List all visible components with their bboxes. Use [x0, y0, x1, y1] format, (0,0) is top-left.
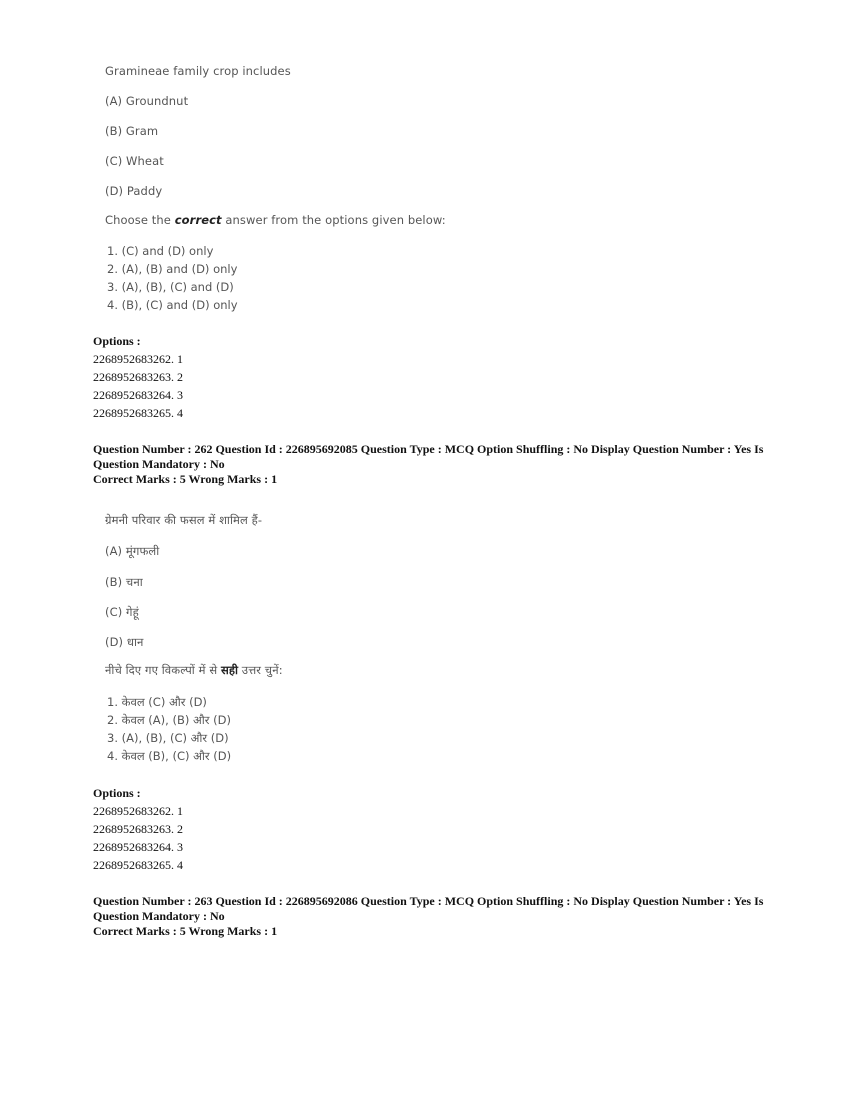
choice-b-hindi: (B) चना: [105, 575, 143, 589]
choice-a-hindi: (A) मूंगफली: [105, 544, 160, 558]
choice-a: (A) Groundnut: [105, 94, 189, 108]
answer-item: 3. (A), (B), (C) और (D): [107, 731, 229, 745]
choice-d: (D) Paddy: [105, 184, 163, 198]
choose-post: answer from the options given below:: [221, 213, 446, 227]
answer-item: 2. केवल (A), (B) और (D): [107, 713, 231, 727]
option-row: 2268952683264. 3: [93, 840, 183, 854]
question-stem: Gramineae family crop includes: [105, 64, 291, 78]
option-row: 2268952683265. 4: [93, 858, 183, 872]
choose-bold: correct: [174, 213, 222, 227]
option-row: 2268952683263. 2: [93, 370, 183, 384]
question-meta: [93, 442, 773, 487]
question-meta-line: Question Number : 263 Question Id : 226895692086 Question Type : MCQ Option Shuffling : No Display Question Number : Yes Is Question Mandatory : No: [93, 894, 764, 923]
options-label: Options :: [93, 786, 141, 800]
question-stem-hindi: ग्रेमनी परिवार की फसल में शामिल हैं-: [105, 513, 263, 527]
answer-item: 2. (A), (B) and (D) only: [107, 262, 238, 276]
answer-item: 4. (B), (C) and (D) only: [107, 298, 238, 312]
choose-post: उत्तर चुनें:: [238, 663, 283, 677]
choose-pre: Choose the: [105, 213, 175, 227]
choose-instruction-hindi: [105, 663, 283, 678]
choice-d-hindi: (D) धान: [105, 635, 144, 649]
options-block: [93, 784, 183, 874]
option-row: 2268952683264. 3: [93, 388, 183, 402]
choose-bold: सही: [220, 663, 239, 677]
question-meta: [93, 894, 773, 939]
choice-c: (C) Wheat: [105, 154, 164, 168]
choose-instruction: [105, 213, 446, 227]
marks-line: Correct Marks : 5 Wrong Marks : 1: [93, 472, 278, 486]
choice-c-hindi: (C) गेहूं: [105, 605, 139, 619]
option-row: 2268952683265. 4: [93, 406, 183, 420]
answer-item: 4. केवल (B), (C) और (D): [107, 749, 232, 763]
option-row: 2268952683262. 1: [93, 804, 183, 818]
options-block: [93, 332, 183, 422]
question-meta-line: Question Number : 262 Question Id : 226895692085 Question Type : MCQ Option Shuffling : No Display Question Number : Yes Is Question Mandatory : No: [93, 442, 764, 471]
choice-b: (B) Gram: [105, 124, 159, 138]
option-row: 2268952683262. 1: [93, 352, 183, 366]
answer-list-hindi: [107, 693, 231, 765]
answer-item: 3. (A), (B), (C) and (D): [107, 280, 234, 294]
marks-line: Correct Marks : 5 Wrong Marks : 1: [93, 924, 278, 938]
answer-list: [107, 242, 238, 314]
choose-pre: नीचे दिए गए विकल्पों में से: [105, 663, 221, 677]
answer-item: 1. केवल (C) और (D): [107, 695, 207, 709]
answer-item: 1. (C) and (D) only: [107, 244, 214, 258]
options-label: Options :: [93, 334, 141, 348]
option-row: 2268952683263. 2: [93, 822, 183, 836]
